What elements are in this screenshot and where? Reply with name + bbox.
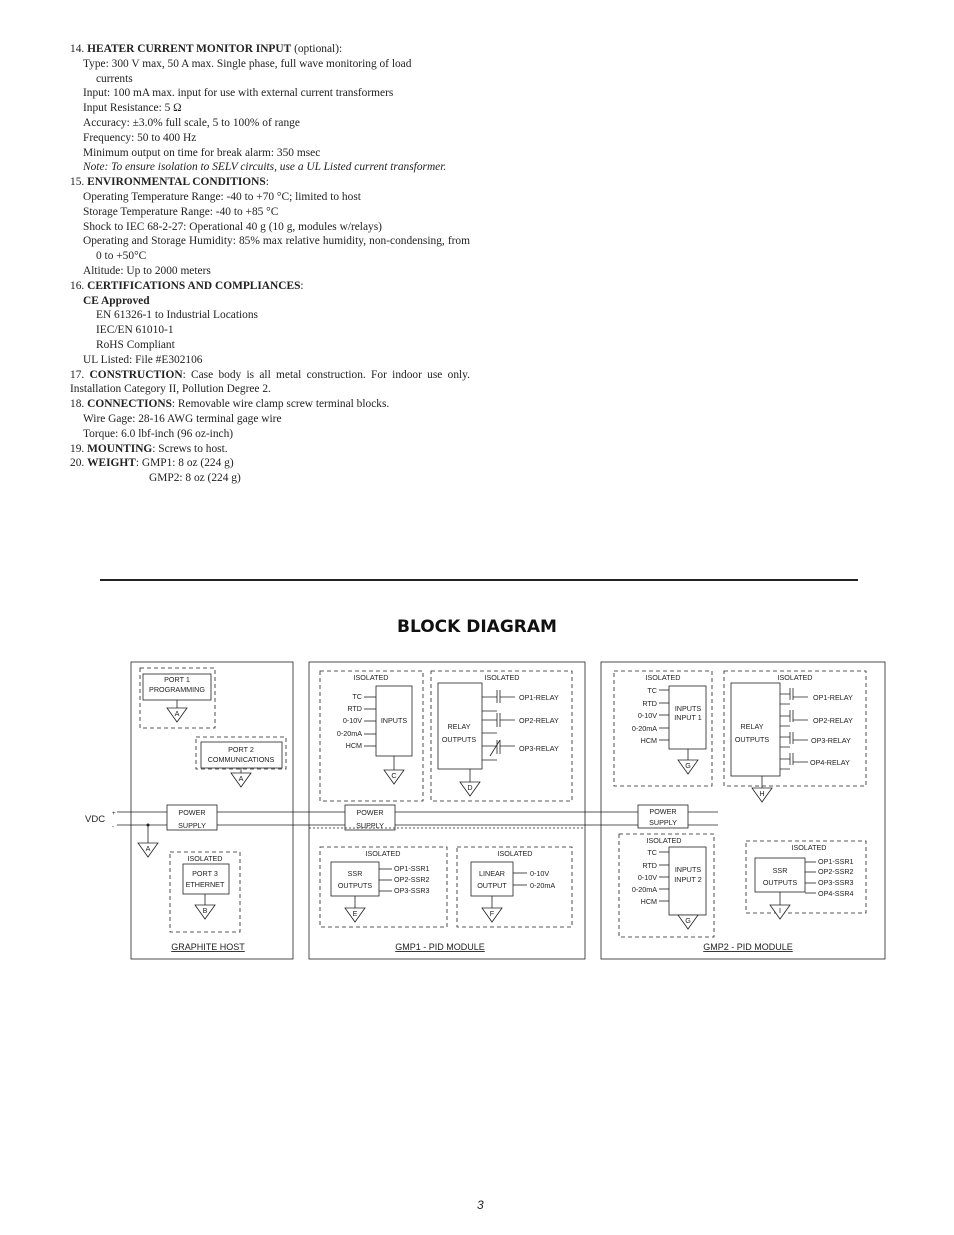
- ssr-output: OP2-SSR2: [394, 875, 430, 884]
- port2-label: PORT 2: [228, 745, 254, 754]
- inputs-label: INPUTS: [674, 704, 702, 713]
- spec-line: Input Resistance: 5 Ω: [83, 102, 182, 115]
- ce-item: EN 61326-1 to Industrial Locations: [96, 309, 258, 322]
- relay-output: OP2-RELAY: [519, 716, 559, 725]
- spec-line: Shock to IEC 68-2-27: Operational 40 g (10 g, modules w/relays): [83, 220, 382, 233]
- spec-text: : Case body is all metal construction. For indoor use only. Installation Category II, Pollution Degree 2.: [70, 368, 470, 396]
- page-number: 3: [477, 1198, 484, 1212]
- input-signal: 0-20mA: [631, 724, 657, 733]
- spec-line: Operating and Storage Humidity: 85% max relative humidity, non-condensing, from 0 to +50°C: [83, 235, 470, 263]
- spec-line: Input: 100 mA max. input for use with external current transformers: [83, 87, 394, 100]
- marker-label: B: [202, 906, 208, 915]
- spec-line: Type: 300 V max, 50 A max. Single phase, full wave monitoring of load: [83, 57, 412, 70]
- relay-output: OP1-RELAY: [813, 693, 853, 702]
- power-label: POWER: [178, 808, 206, 817]
- gmp1-label: GMP1 - PID MODULE: [395, 942, 485, 952]
- marker-label: C: [391, 771, 397, 780]
- heading: CONNECTIONS: [87, 398, 172, 411]
- port1-label: PORT 1: [164, 675, 190, 684]
- isolated-label: ISOLATED: [353, 673, 389, 682]
- outputs-label: OUTPUTS: [337, 881, 373, 890]
- weight-gmp1: GMP1: 8 oz (224 g): [141, 457, 234, 470]
- isolated-label: ISOLATED: [484, 673, 520, 682]
- item-number: 20.: [70, 457, 85, 470]
- linear-label: LINEAR: [479, 869, 505, 878]
- input-signal: 0-10V: [637, 711, 657, 720]
- minus-label: -: [112, 824, 114, 830]
- input-signal: TC: [352, 692, 362, 701]
- marker-label: G: [685, 761, 691, 770]
- spec-line: Wire Gage: 28-16 AWG terminal gage wire: [83, 412, 282, 425]
- separator: :: [135, 457, 142, 470]
- relay-output: OP2-RELAY: [813, 716, 853, 725]
- input-signal: 0-20mA: [336, 729, 362, 738]
- spec-line: Operating Temperature Range: -40 to +70 °C; limited to host: [83, 190, 361, 203]
- isolated-label: ISOLATED: [497, 849, 533, 858]
- supply-label: SUPPLY: [356, 821, 384, 830]
- gmp2-label: GMP2 - PID MODULE: [703, 942, 793, 952]
- heading: CONSTRUCTION: [89, 368, 183, 381]
- item-number: 18.: [70, 398, 85, 411]
- ssr-output: OP4-SSR4: [818, 889, 854, 898]
- isolated-label: ISOLATED: [777, 673, 813, 682]
- spec-line: Torque: 6.0 lbf-inch (96 oz-inch): [83, 427, 234, 440]
- input-signal: RTD: [642, 861, 657, 870]
- marker-label: A: [238, 774, 244, 783]
- spec-line: Frequency: 50 to 400 Hz: [83, 131, 197, 144]
- spec-text: : Screws to host.: [152, 442, 228, 455]
- ssr-output: OP1-SSR1: [394, 864, 430, 873]
- relay-output: OP3-RELAY: [519, 744, 559, 753]
- heading-suffix: :: [300, 279, 304, 292]
- input-signal: HCM: [345, 741, 362, 750]
- spec-line: Minimum output on time for break alarm: 350 msec: [83, 146, 321, 159]
- item-number: 17.: [70, 368, 85, 381]
- heading-suffix: (optional):: [291, 43, 343, 55]
- relay-output: OP4-RELAY: [810, 758, 850, 767]
- marker-label: E: [352, 909, 358, 918]
- ssr-output: OP3-SSR3: [818, 878, 854, 887]
- item-number: 16.: [70, 279, 85, 292]
- input1-label: INPUT 1: [674, 713, 702, 722]
- input-signal: HCM: [640, 897, 657, 906]
- port3-sublabel: ETHERNET: [185, 880, 225, 889]
- heading: MOUNTING: [87, 442, 153, 455]
- marker-label: A: [174, 709, 180, 718]
- input-signal: TC: [647, 848, 657, 857]
- input-signal: 0-10V: [342, 716, 362, 725]
- output-label: OUTPUT: [477, 881, 507, 890]
- outputs-label: OUTPUTS: [762, 878, 798, 887]
- marker-label: F: [489, 909, 495, 918]
- heading-suffix: :: [265, 176, 269, 189]
- supply-label: SUPPLY: [649, 818, 677, 827]
- item-number: 19.: [70, 442, 85, 455]
- ssr-output: OP1-SSR1: [818, 857, 854, 866]
- isolated-label: ISOLATED: [646, 836, 682, 845]
- power-label: POWER: [356, 808, 384, 817]
- weight-gmp2: GMP2: 8 oz (224 g): [149, 472, 241, 485]
- input2-label: INPUT 2: [674, 875, 702, 884]
- ssr-output: OP2-SSR2: [818, 867, 854, 876]
- isolated-label: ISOLATED: [365, 849, 401, 858]
- ul-listing: UL Listed: File #E302106: [83, 353, 203, 366]
- marker-label: H: [759, 789, 765, 798]
- input-signal: HCM: [640, 736, 657, 745]
- plus-label: +: [112, 811, 116, 817]
- vdc-label: VDC: [85, 814, 106, 825]
- linear-output: 0-10V: [530, 869, 550, 878]
- inputs-label: INPUTS: [674, 865, 702, 874]
- input-signal: 0-20mA: [631, 885, 657, 894]
- marker-label: A: [145, 844, 151, 853]
- relay-label: RELAY: [740, 722, 764, 731]
- host-label: GRAPHITE HOST: [171, 942, 245, 952]
- isolated-label: ISOLATED: [645, 673, 681, 682]
- outputs-label: OUTPUTS: [441, 735, 477, 744]
- ce-label-text: CE Approved: [83, 294, 150, 307]
- heading: WEIGHT: [87, 457, 136, 470]
- spec-note: Note: To ensure isolation to SELV circuits, use a UL Listed current transformer.: [83, 161, 447, 174]
- block-diagram-title: BLOCK DIAGRAM: [397, 617, 557, 637]
- input-signal: 0-10V: [637, 873, 657, 882]
- spec-line: Accuracy: ±3.0% full scale, 5 to 100% of range: [83, 116, 300, 129]
- ce-item: RoHS Compliant: [96, 338, 175, 351]
- input-signal: RTD: [642, 699, 657, 708]
- heading: HEATER CURRENT MONITOR INPUT: [87, 43, 292, 55]
- linear-output: 0-20mA: [530, 881, 556, 890]
- relay-output: OP1-RELAY: [519, 693, 559, 702]
- marker-label: I: [779, 906, 781, 915]
- heading: CERTIFICATIONS AND COMPLIANCES: [87, 279, 301, 292]
- ce-item: IEC/EN 61010-1: [96, 324, 174, 337]
- relay-output: OP3-RELAY: [811, 736, 851, 745]
- isolated-label: ISOLATED: [791, 843, 827, 852]
- ssr-label: SSR: [772, 866, 788, 875]
- item-number: 15.: [70, 176, 85, 189]
- isolated-label: ISOLATED: [187, 854, 223, 863]
- outputs-label: OUTPUTS: [734, 735, 770, 744]
- spec-line: Altitude: Up to 2000 meters: [83, 264, 211, 277]
- ssr-output: OP3-SSR3: [394, 886, 430, 895]
- spec-line: currents: [96, 72, 133, 85]
- spec-text: : Removable wire clamp screw terminal blocks.: [171, 398, 390, 411]
- supply-label: SUPPLY: [178, 821, 206, 830]
- port1-sublabel: PROGRAMMING: [149, 685, 205, 694]
- heading: ENVIRONMENTAL CONDITIONS: [87, 176, 266, 189]
- input-signal: TC: [647, 686, 657, 695]
- inputs-label: INPUTS: [380, 716, 408, 725]
- port3-label: PORT 3: [192, 869, 218, 878]
- input-signal: RTD: [347, 704, 362, 713]
- spec-line: Storage Temperature Range: -40 to +85 °C: [83, 205, 279, 218]
- ssr-label: SSR: [347, 869, 363, 878]
- port2-sublabel: COMMUNICATIONS: [207, 755, 275, 764]
- marker-label: G: [685, 916, 691, 925]
- marker-label: D: [467, 783, 473, 792]
- power-label: POWER: [649, 807, 677, 816]
- item-number: 14.: [70, 43, 85, 55]
- relay-label: RELAY: [447, 722, 471, 731]
